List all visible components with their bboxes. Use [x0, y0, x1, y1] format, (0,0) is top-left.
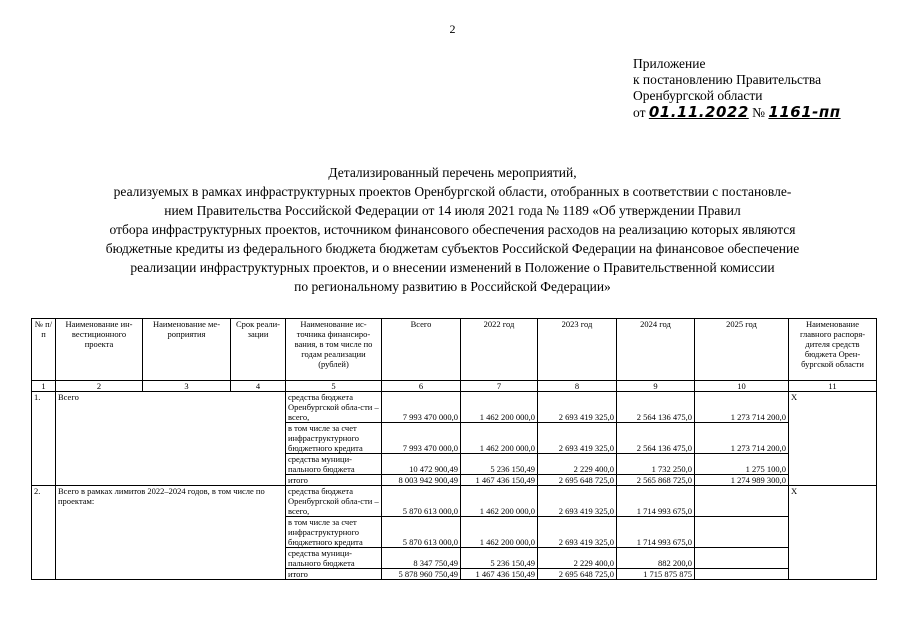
administrator-mark: Х: [789, 486, 877, 580]
value-2023: 2 229 400,0: [538, 454, 617, 475]
column-index: 4: [231, 381, 286, 392]
decree-number: 1161-пп: [768, 103, 841, 121]
value-2024: 882 200,0: [617, 548, 695, 569]
value-2022: 1 467 436 150,49: [461, 569, 538, 580]
date-prefix: от: [633, 105, 646, 120]
decree-date: 01.11.2022: [648, 103, 749, 121]
funding-source: в том числе за счет инфраструктурного бюджетного кредита: [286, 517, 382, 548]
page-number: 2: [449, 22, 456, 36]
column-index: 1: [32, 381, 56, 392]
funding-source: в том числе за счет инфраструктурного бюджетного кредита: [286, 423, 382, 454]
title-line: реализуемых в рамках инфраструктурных проектов Оренбургской области, отобранных в соответствии с постановле-: [113, 184, 792, 199]
value-2024: 2 565 868 725,0: [617, 475, 695, 486]
appendix-region: Оренбургской области: [633, 88, 763, 103]
value-2024: 2 564 136 475,0: [617, 392, 695, 423]
value-2025: 1 273 714 200,0: [695, 423, 789, 454]
title-line: Детализированный перечень мероприятий,: [328, 165, 577, 180]
value-2023: 2 693 419 325,0: [538, 486, 617, 517]
title-line: реализации инфраструктурных проектов, и о внесении изменений в Положение о Правительственной комиссии: [130, 260, 775, 275]
number-prefix: №: [752, 105, 766, 120]
funding-source: итого: [286, 569, 382, 580]
column-index-row: [32, 381, 877, 392]
value-total: 5 870 613 000,0: [382, 486, 461, 517]
appendix-block: [633, 56, 841, 121]
value-2022: 1 462 200 000,0: [461, 392, 538, 423]
project-name: Всего: [56, 392, 286, 486]
header-cell: Наименование ме-роприятия: [143, 319, 231, 381]
row-number: 2.: [32, 486, 56, 580]
table-row: [32, 392, 877, 423]
table-row: [32, 486, 877, 517]
value-total: 5 878 960 750,49: [382, 569, 461, 580]
measures-table: [31, 318, 877, 580]
value-2022: 5 236 150,49: [461, 548, 538, 569]
value-2022: 5 236 150,49: [461, 454, 538, 475]
value-2024: 1 714 993 675,0: [617, 486, 695, 517]
title-line: отбора инфраструктурных проектов, источником финансового обеспечения расходов на реализацию которых являются: [109, 222, 796, 237]
column-index: 3: [143, 381, 231, 392]
appendix-decree: к постановлению Правительства: [633, 72, 822, 87]
value-total: 10 472 900,49: [382, 454, 461, 475]
value-2022: 1 462 200 000,0: [461, 486, 538, 517]
column-index: 9: [617, 381, 695, 392]
header-cell: Наименование ин-вестиционного проекта: [56, 319, 143, 381]
funding-source: итого: [286, 475, 382, 486]
value-2025: [695, 486, 789, 517]
value-2024: 1 714 993 675,0: [617, 517, 695, 548]
value-2023: 2 695 648 725,0: [538, 475, 617, 486]
value-2025: [695, 569, 789, 580]
header-cell: № п/п: [32, 319, 56, 381]
title-line: по региональному развитию в Российской Федерации»: [294, 279, 611, 294]
column-index: 2: [56, 381, 143, 392]
column-index: 11: [789, 381, 877, 392]
header-cell: Наименование ис-точника финансиро-вания, в том числе по годам реализации (рублей): [286, 319, 382, 381]
funding-source: средства бюджета Оренбургской обла-сти – всего,: [286, 486, 382, 517]
value-2024: 1 715 875 875: [617, 569, 695, 580]
funding-source: средства бюджета Оренбургской обла-сти – всего,: [286, 392, 382, 423]
value-total: 8 003 942 900,49: [382, 475, 461, 486]
header-cell: 2022 год: [461, 319, 538, 381]
value-2025: 1 273 714 200,0: [695, 392, 789, 423]
value-2022: 1 467 436 150,49: [461, 475, 538, 486]
header-cell: Всего: [382, 319, 461, 381]
title-line: бюджетные кредиты из федерального бюджета бюджетам субъектов Российской Федерации на финансовое обеспечение: [105, 241, 800, 256]
value-2023: 2 693 419 325,0: [538, 392, 617, 423]
project-name: Всего в рамках лимитов 2022–2024 годов, в том числе по проектам:: [56, 486, 286, 580]
value-2023: 2 229 400,0: [538, 548, 617, 569]
header-cell: Срок реали-зации: [231, 319, 286, 381]
header-cell: Наименование главного распоря-дителя средств бюджета Орен-бургской области: [789, 319, 877, 381]
value-2025: [695, 517, 789, 548]
value-2023: 2 693 419 325,0: [538, 517, 617, 548]
value-total: 5 870 613 000,0: [382, 517, 461, 548]
value-2022: 1 462 200 000,0: [461, 517, 538, 548]
title-line: нием Правительства Российской Федерации от 14 июля 2021 года № 1189 «Об утверждении Правил: [164, 203, 741, 218]
value-2025: [695, 548, 789, 569]
table-header-row: [32, 319, 877, 381]
appendix-date-line: [633, 104, 841, 121]
value-2023: 2 695 648 725,0: [538, 569, 617, 580]
column-index: 7: [461, 381, 538, 392]
value-2024: 1 732 250,0: [617, 454, 695, 475]
value-total: 8 347 750,49: [382, 548, 461, 569]
column-index: 8: [538, 381, 617, 392]
column-index: 10: [695, 381, 789, 392]
document-title: [30, 163, 875, 296]
header-cell: 2025 год: [695, 319, 789, 381]
value-2025: 1 275 100,0: [695, 454, 789, 475]
column-index: 6: [382, 381, 461, 392]
header-cell: 2023 год: [538, 319, 617, 381]
header-cell: 2024 год: [617, 319, 695, 381]
row-number: 1.: [32, 392, 56, 486]
value-total: 7 993 470 000,0: [382, 423, 461, 454]
value-2022: 1 462 200 000,0: [461, 423, 538, 454]
funding-source: средства муници-пального бюджета: [286, 454, 382, 475]
value-2023: 2 693 419 325,0: [538, 423, 617, 454]
funding-source: средства муници-пального бюджета: [286, 548, 382, 569]
column-index: 5: [286, 381, 382, 392]
administrator-mark: Х: [789, 392, 877, 486]
value-total: 7 993 470 000,0: [382, 392, 461, 423]
value-2024: 2 564 136 475,0: [617, 423, 695, 454]
value-2025: 1 274 989 300,0: [695, 475, 789, 486]
appendix-title: Приложение: [633, 56, 706, 71]
